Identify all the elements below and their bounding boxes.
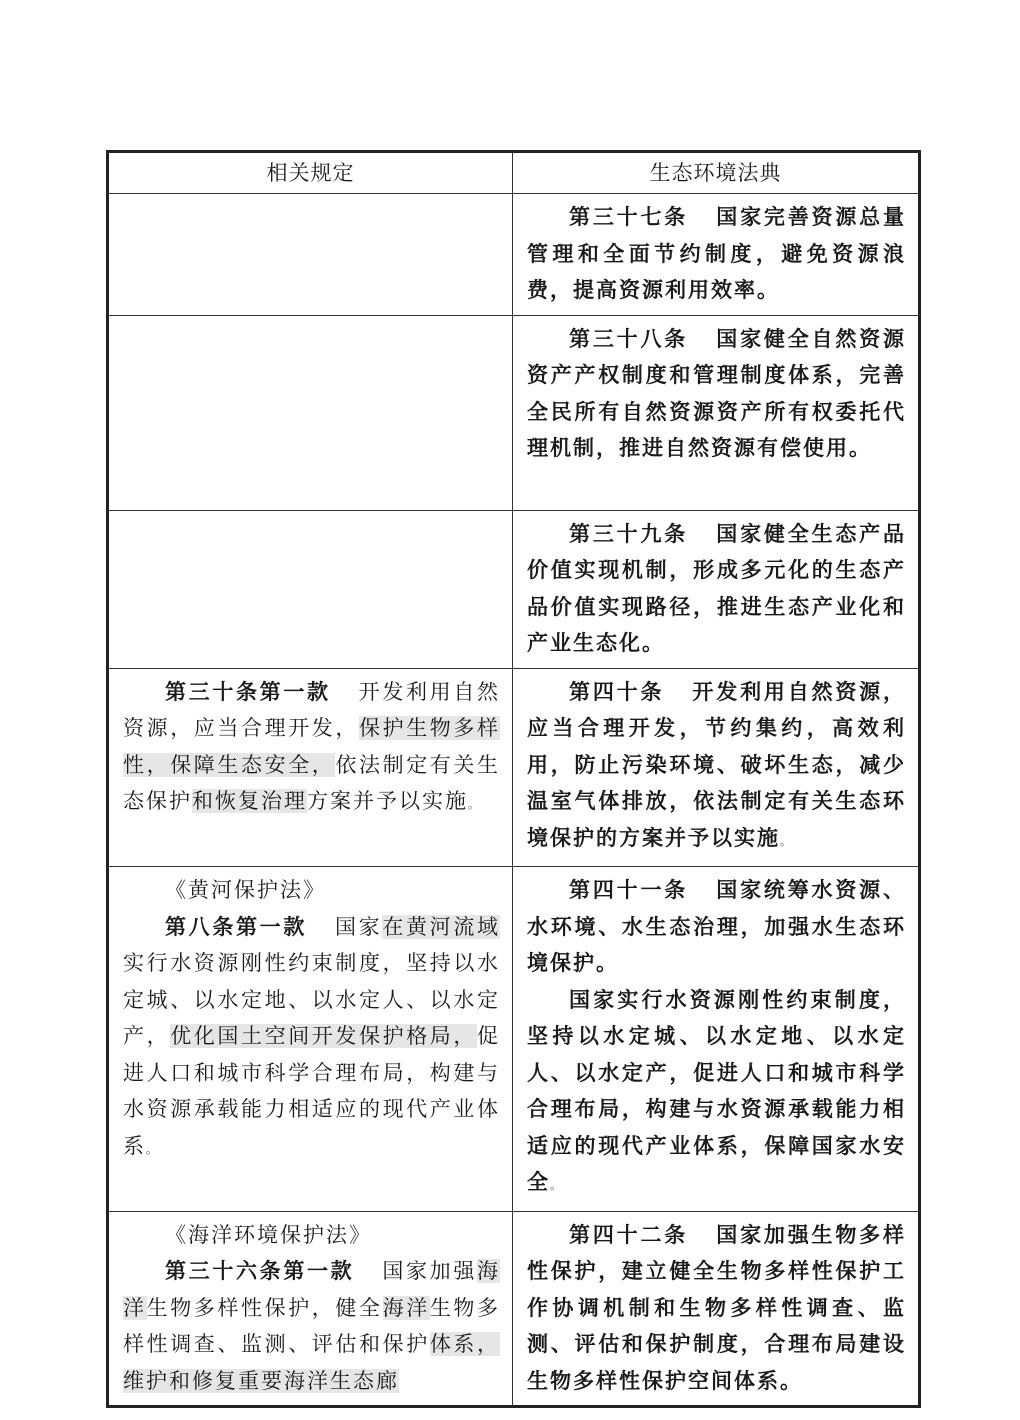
table-row xyxy=(108,1211,920,1407)
provision-text: 开发利用自然资源，应当合理开发， xyxy=(123,679,501,740)
table-row xyxy=(108,668,920,867)
left-cell xyxy=(108,510,513,668)
provision-paragraph xyxy=(527,872,906,982)
article-number: 第三十六条第一款 xyxy=(165,1259,355,1283)
provision-text: 国家加强生物多样性保护，建立健全生物多样性保护工作协调机制和生物多样性调查、监测、评估和保护制度，合理布局建设生物多样性保护空间体系。 xyxy=(527,1222,907,1393)
right-cell xyxy=(513,510,920,668)
left-cell xyxy=(108,194,513,316)
table-body xyxy=(108,194,920,1407)
left-cell xyxy=(108,1211,513,1407)
comparison-table-wrap xyxy=(106,150,918,1408)
provision-paragraph xyxy=(527,516,906,662)
provision-text: 生物多样性调查、监测、评估和保护 xyxy=(123,1295,501,1356)
provision-text: 国家实行水资源刚性约束制度，坚持以水定城、以水定地、以水定人、以水定产，促进人口和城市科学合理布局，构建与水资源承载能力相适应的现代产业体系，保障国家水安全 xyxy=(527,987,906,1194)
provision-paragraph xyxy=(123,909,500,1169)
highlighted-text: 保护生物多样性，保障生态安全， xyxy=(123,716,500,777)
right-cell xyxy=(513,668,920,867)
highlighted-text: 优化国土空间开发保护格局， xyxy=(170,1024,478,1048)
highlighted-text: 海洋 xyxy=(123,1259,501,1320)
right-cell xyxy=(513,1211,920,1407)
left-cell xyxy=(108,867,513,1212)
period-mark: 。 xyxy=(468,798,479,811)
right-cell xyxy=(513,315,920,510)
table-header-row xyxy=(108,152,920,194)
provision-text: 国家健全生态产品价值实现机制，形成多元化的生态产品价值实现路径，推进生态产业化和产业生态化。 xyxy=(527,521,907,655)
provision-text: 方案并予以实施 xyxy=(307,789,468,813)
provision-text: 国家统筹水资源、水环境、水生态治理，加强水生态环境保护。 xyxy=(527,878,907,975)
article-number: 第三十条第一款 xyxy=(165,679,331,704)
header-related-provisions: 相关规定 xyxy=(108,152,513,194)
provision-text: 依法制定有关生态保护 xyxy=(123,752,501,813)
provision-text: 开发利用自然资源，应当合理开发，节约集约，高效利用，防止污染环境、破坏生态，减少温室气体排放，依法制定有关生态环境保护的方案并予以实施 xyxy=(527,679,907,850)
article-number: 第八条第一款 xyxy=(165,914,308,939)
period-mark: 。 xyxy=(550,1179,561,1192)
left-cell xyxy=(108,668,513,867)
highlighted-text: 和恢复治理 xyxy=(192,789,307,813)
table-row xyxy=(108,510,920,668)
provision-paragraph xyxy=(527,982,906,1205)
provision-paragraph xyxy=(123,872,500,909)
period-mark: 。 xyxy=(146,1142,157,1156)
left-cell xyxy=(108,315,513,510)
provision-text: 促进人口和城市科学合理布局，构建与水资源承载能力相适应的现代产业体系 xyxy=(123,1024,501,1158)
provision-text: 生物多样性保护，健全 xyxy=(146,1295,383,1320)
provision-text: 国家健全自然资源资产产权制度和管理制度体系，完善全民所有自然资源资产所有权委托代理机制，推进自然资源有偿使用。 xyxy=(527,326,907,460)
article-number: 第四十条 xyxy=(569,679,665,704)
period-mark: 。 xyxy=(780,834,791,848)
provision-text: 国家 xyxy=(334,914,383,939)
right-cell xyxy=(513,194,920,316)
provision-text: 实行水资源刚性约束制度，坚持以水定城、以水定地、以水定人、以水定产， xyxy=(123,951,500,1048)
table-row xyxy=(108,194,920,316)
highlighted-text: 海洋 xyxy=(382,1295,430,1320)
provision-paragraph xyxy=(123,1253,500,1399)
table-row xyxy=(108,315,920,510)
header-eco-code: 生态环境法典 xyxy=(513,152,920,194)
right-cell xyxy=(513,867,920,1212)
provision-paragraph xyxy=(527,674,906,861)
provision-paragraph xyxy=(527,321,906,467)
provision-text: 《黄河保护法》 xyxy=(165,878,326,902)
provision-paragraph xyxy=(123,674,500,824)
provision-text: 国家完善资源总量管理和全面节约制度，避免资源浪费，提高资源利用效率。 xyxy=(527,205,907,302)
provision-paragraph xyxy=(123,1217,500,1254)
highlighted-text: 在黄河流域 xyxy=(382,914,501,939)
table-row xyxy=(108,867,920,1212)
provision-paragraph xyxy=(527,199,906,309)
article-number: 第三十七条 xyxy=(569,205,689,229)
article-number: 第三十九条 xyxy=(569,521,689,546)
provision-paragraph xyxy=(527,1217,906,1400)
article-number: 第四十二条 xyxy=(569,1222,689,1247)
provision-text: 《海洋环境保护法》 xyxy=(165,1222,372,1247)
provision-text: 国家加强 xyxy=(381,1259,478,1283)
highlighted-text: 体系，维护和修复重要海洋生态廊 xyxy=(123,1332,501,1393)
article-number: 第四十一条 xyxy=(569,878,689,902)
comparison-table xyxy=(106,150,921,1408)
article-number: 第三十八条 xyxy=(569,326,689,351)
